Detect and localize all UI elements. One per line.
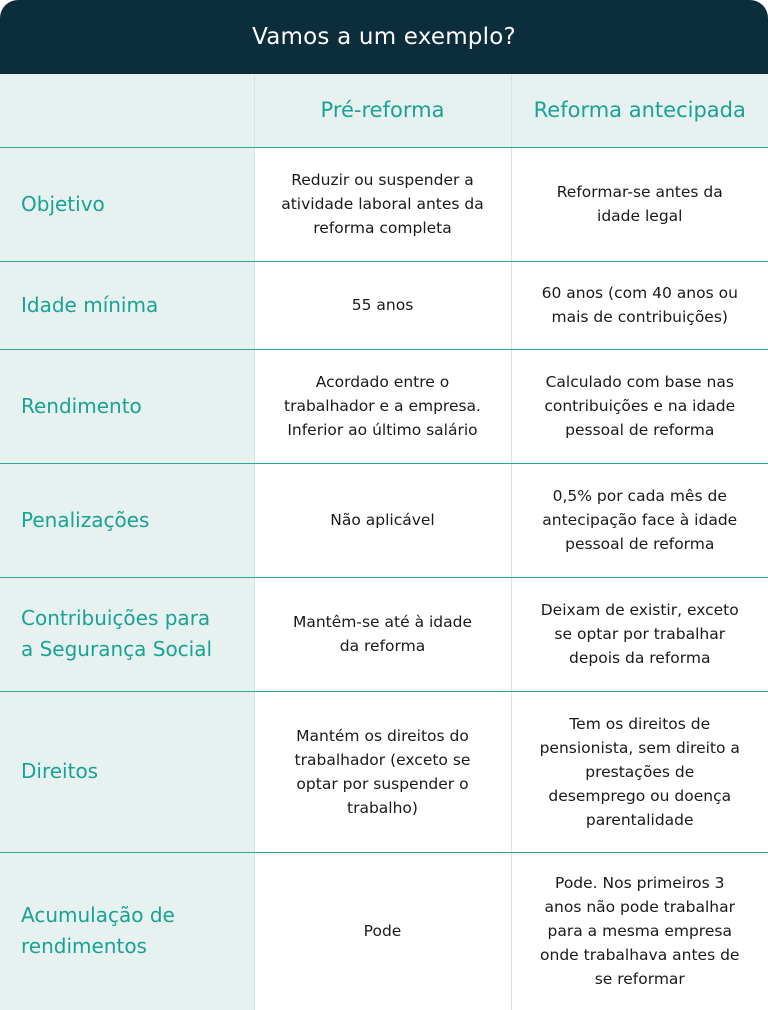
table-row-idade-minima	[0, 261, 768, 349]
row-label: Penalizações	[0, 463, 254, 577]
pre-reforma-cell: Acordado entre o trabalhador e a empresa. Inferior ao último salário	[254, 349, 511, 463]
card-title: Vamos a um exemplo?	[252, 24, 516, 50]
reforma-antecipada-cell: Deixam de existir, exceto se optar por trabalhar depois da reforma	[511, 577, 768, 691]
row-label: Objetivo	[0, 147, 254, 261]
comparison-table	[0, 74, 768, 1010]
reforma-antecipada-cell: Tem os direitos de pensionista, sem direito a prestações de desemprego ou doença parentalidade	[511, 691, 768, 852]
table-header-row	[0, 74, 768, 147]
table-row-penalizacoes	[0, 463, 768, 577]
reforma-antecipada-cell: Reformar-se antes da idade legal	[511, 147, 768, 261]
row-label: Rendimento	[0, 349, 254, 463]
header-pre-reforma: Pré-reforma	[254, 74, 511, 147]
header-reforma-antecipada: Reforma antecipada	[511, 74, 768, 147]
reforma-antecipada-cell: Pode. Nos primeiros 3 anos não pode trabalhar para a mesma empresa onde trabalhava antes de se reformar	[511, 852, 768, 1010]
header-empty-cell	[0, 74, 254, 147]
pre-reforma-cell: 55 anos	[254, 261, 511, 349]
row-label: Direitos	[0, 691, 254, 852]
table-row-contribuicoes	[0, 577, 768, 691]
reforma-antecipada-cell: 0,5% por cada mês de antecipação face à idade pessoal de reforma	[511, 463, 768, 577]
table-row-acumulacao	[0, 852, 768, 1010]
table-row-objetivo	[0, 147, 768, 261]
pre-reforma-cell: Reduzir ou suspender a atividade laboral antes da reforma completa	[254, 147, 511, 261]
pre-reforma-cell: Mantêm-se até à idade da reforma	[254, 577, 511, 691]
row-label: Acumulação de rendimentos	[0, 852, 254, 1010]
pre-reforma-cell: Mantém os direitos do trabalhador (exceto se optar por suspender o trabalho)	[254, 691, 511, 852]
row-label: Contribuições para a Segurança Social	[0, 577, 254, 691]
pre-reforma-cell: Pode	[254, 852, 511, 1010]
table-row-direitos	[0, 691, 768, 852]
reforma-antecipada-cell: Calculado com base nas contribuições e na idade pessoal de reforma	[511, 349, 768, 463]
table-row-rendimento	[0, 349, 768, 463]
reforma-antecipada-cell: 60 anos (com 40 anos ou mais de contribuições)	[511, 261, 768, 349]
row-label: Idade mínima	[0, 261, 254, 349]
pre-reforma-cell: Não aplicável	[254, 463, 511, 577]
title-bar	[0, 0, 768, 74]
